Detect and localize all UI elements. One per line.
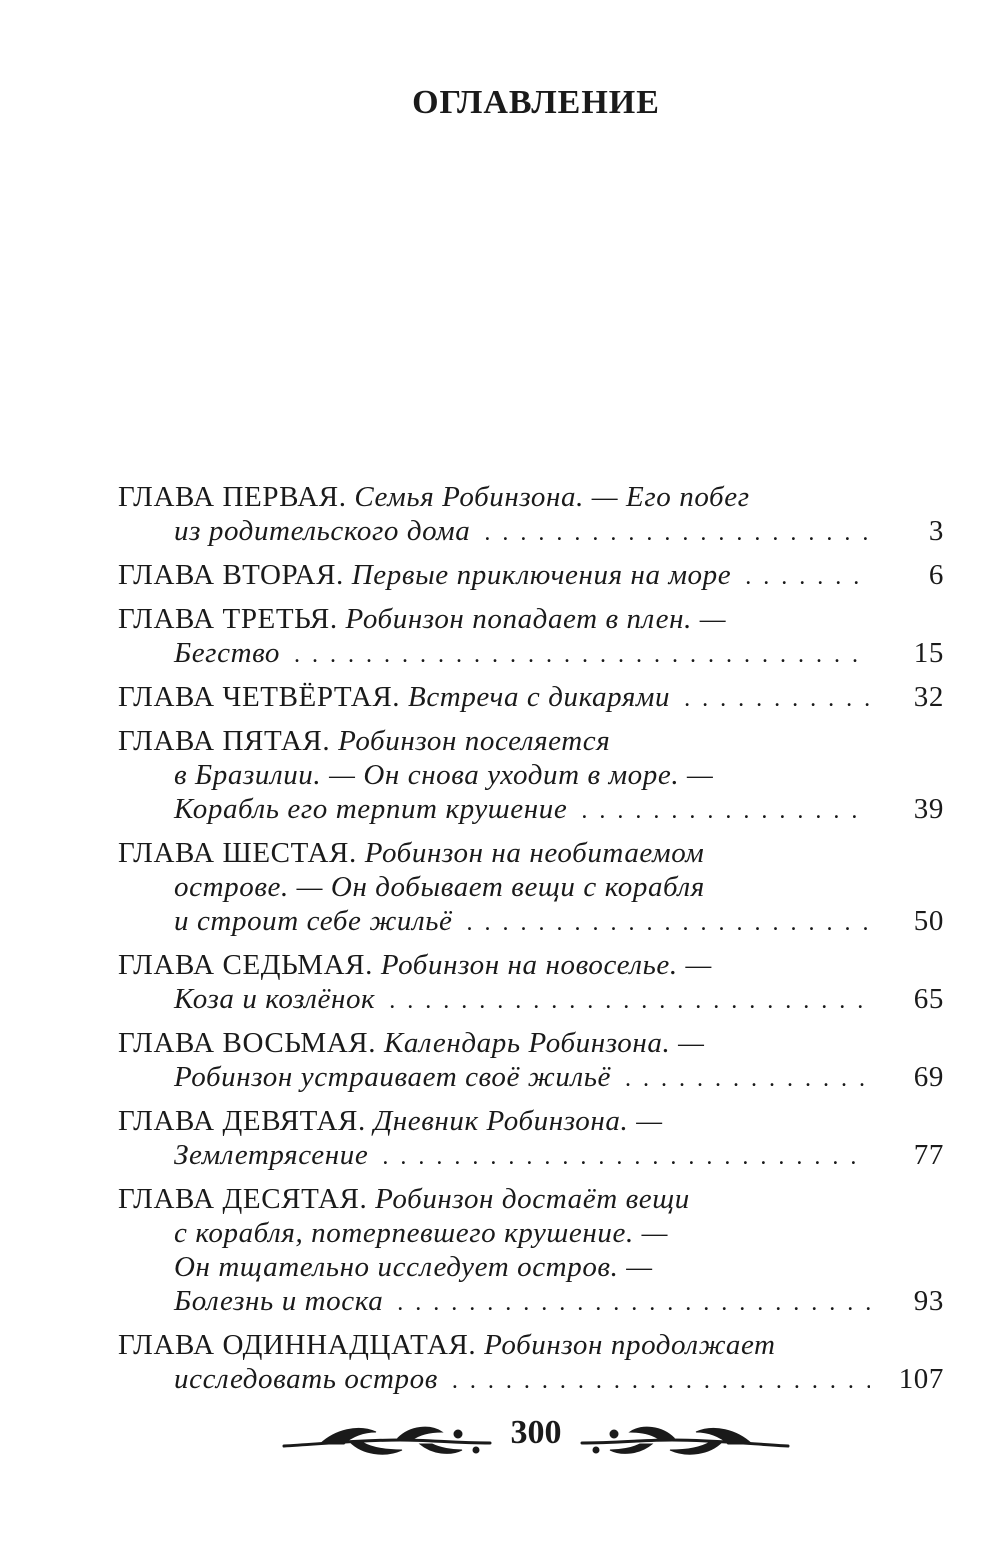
chapter-title: исследовать остров: [174, 1363, 438, 1395]
toc-line-text: [174, 1251, 653, 1283]
dot-leader: [484, 516, 870, 550]
toc-entry: [118, 1182, 944, 1318]
chapter-title: Корабль его терпит крушение: [174, 793, 568, 825]
table-of-contents: [118, 480, 944, 1406]
toc-line: [118, 1216, 944, 1250]
page-number: [280, 1414, 792, 1452]
toc-line: [118, 724, 944, 758]
chapter-title: Робинзон устраивает своё жильё: [174, 1061, 611, 1093]
page-title: ОГЛАВЛЕНИЕ: [412, 84, 660, 121]
chapter-title: Коза и козлёнок: [174, 983, 376, 1015]
chapter-label: ГЛАВА ОДИННАДЦАТАЯ.: [118, 1329, 477, 1361]
toc-line: [118, 1284, 944, 1318]
chapter-label: ГЛАВА ШЕСТАЯ.: [118, 837, 357, 869]
toc-line-text: [118, 725, 610, 757]
page-number-ref: 69: [913, 1061, 944, 1093]
dot-leader: [294, 638, 870, 672]
page-number-ref: 77: [913, 1139, 944, 1171]
toc-line: [118, 1328, 944, 1362]
toc-line-text: [118, 558, 731, 592]
toc-line: [118, 948, 944, 982]
page-number-ref: 32: [913, 681, 944, 713]
chapter-label: ГЛАВА ВОСЬМАЯ.: [118, 1027, 377, 1059]
page-number-ref: 6: [928, 559, 944, 591]
toc-line: [118, 1182, 944, 1216]
toc-line-text: [118, 949, 712, 981]
toc-line: [118, 1250, 944, 1284]
toc-line: [118, 982, 944, 1016]
toc-line-text: [174, 1060, 611, 1094]
toc-entry: [118, 480, 944, 548]
chapter-title: Встреча с дикарями: [408, 681, 671, 713]
dot-leader: [581, 794, 870, 828]
chapter-title: Первые приключения на море: [351, 559, 732, 591]
toc-entry: [118, 680, 944, 714]
toc-entry: [118, 602, 944, 670]
chapter-title: и строит себе жильё: [174, 905, 453, 937]
toc-line: [118, 558, 944, 592]
toc-entry: [118, 836, 944, 938]
toc-line: [118, 1026, 944, 1060]
toc-line-text: [118, 481, 750, 513]
toc-line-text: [174, 982, 375, 1016]
toc-line-text: [174, 636, 280, 670]
chapter-title: Робинзон продолжает: [484, 1329, 776, 1361]
toc-line: [118, 836, 944, 870]
toc-line-text: [174, 871, 705, 903]
chapter-label: ГЛАВА СЕДЬМАЯ.: [118, 949, 373, 981]
chapter-title: Землетрясение: [174, 1139, 369, 1171]
toc-entry: [118, 948, 944, 1016]
dot-leader: [452, 1364, 870, 1398]
toc-line-text: [174, 514, 470, 548]
chapter-title: в Бразилии. — Он снова уходит в море. —: [174, 759, 714, 791]
chapter-title: с корабля, потерпевшего крушение. —: [174, 1217, 669, 1249]
toc-line: [118, 870, 944, 904]
toc-line-text: [174, 1138, 368, 1172]
page-footer: [280, 1410, 792, 1466]
toc-entry: [118, 558, 944, 592]
chapter-label: ГЛАВА ПЯТАЯ.: [118, 725, 331, 757]
page-number-ref: 107: [898, 1363, 944, 1395]
chapter-title: Робинзон поселяется: [338, 725, 611, 757]
chapter-title: Он тщательно исследует остров. —: [174, 1251, 653, 1283]
chapter-title: Бегство: [174, 637, 281, 669]
toc-line: [118, 1138, 944, 1172]
toc-line-text: [118, 1027, 705, 1059]
toc-line: [118, 636, 944, 670]
toc-line-text: [118, 837, 704, 869]
toc-line: [118, 904, 944, 938]
chapter-title: Робинзон попадает в плен. —: [345, 603, 727, 635]
page-number-ref: 39: [913, 793, 944, 825]
dot-leader: [467, 906, 870, 940]
page-number-ref: 50: [913, 905, 944, 937]
chapter-title: Робинзон на новоселье. —: [380, 949, 712, 981]
toc-line: [118, 680, 944, 714]
chapter-title: из родительского дома: [174, 515, 471, 547]
chapter-title: острове. — Он добывает вещи с корабля: [174, 871, 705, 903]
chapter-label: ГЛАВА ЧЕТВЁРТАЯ.: [118, 681, 401, 713]
toc-line: [118, 792, 944, 826]
page-number-text: 300: [507, 1414, 566, 1451]
toc-line: [118, 1362, 944, 1396]
toc-line-text: [118, 1329, 776, 1361]
toc-line: [118, 480, 944, 514]
dot-leader: [625, 1062, 870, 1096]
toc-entry: [118, 724, 944, 826]
chapter-label: ГЛАВА ДЕСЯТАЯ.: [118, 1183, 368, 1215]
dot-leader: [745, 560, 870, 594]
toc-line: [118, 514, 944, 548]
toc-line-text: [174, 1284, 383, 1318]
page-number-ref: 65: [913, 983, 944, 1015]
page-number-ref: 3: [928, 515, 944, 547]
toc-line-text: [118, 1105, 663, 1137]
toc-entry: [118, 1104, 944, 1172]
dot-leader: [397, 1286, 870, 1320]
toc-line-text: [174, 1217, 668, 1249]
dot-leader: [382, 1140, 870, 1174]
chapter-title: Дневник Робинзона. —: [373, 1105, 663, 1137]
toc-line-text: [174, 904, 453, 938]
toc-line-text: [118, 1183, 690, 1215]
chapter-label: ГЛАВА ТРЕТЬЯ.: [118, 603, 338, 635]
chapter-title: Робинзон достаёт вещи: [375, 1183, 690, 1215]
toc-entry: [118, 1328, 944, 1396]
dot-leader: [389, 984, 870, 1018]
dot-leader: [684, 682, 870, 716]
chapter-label: ГЛАВА ВТОРАЯ.: [118, 559, 344, 591]
toc-line-text: [118, 680, 670, 714]
toc-line-text: [174, 1362, 438, 1396]
toc-line: [118, 758, 944, 792]
chapter-title: Семья Робинзона. — Его побег: [354, 481, 750, 513]
toc-line: [118, 602, 944, 636]
toc-line: [118, 1104, 944, 1138]
chapter-title: Календарь Робинзона. —: [383, 1027, 705, 1059]
chapter-title: Болезнь и тоска: [174, 1285, 384, 1317]
page-number-ref: 15: [913, 637, 944, 669]
chapter-label: ГЛАВА ПЕРВАЯ.: [118, 481, 347, 513]
toc-entry: [118, 1026, 944, 1094]
page-number-ref: 93: [913, 1285, 944, 1317]
chapter-title: Робинзон на необитаемом: [364, 837, 705, 869]
toc-line-text: [118, 603, 726, 635]
chapter-label: ГЛАВА ДЕВЯТАЯ.: [118, 1105, 366, 1137]
toc-line-text: [174, 759, 713, 791]
toc-line-text: [174, 792, 567, 826]
toc-line: [118, 1060, 944, 1094]
